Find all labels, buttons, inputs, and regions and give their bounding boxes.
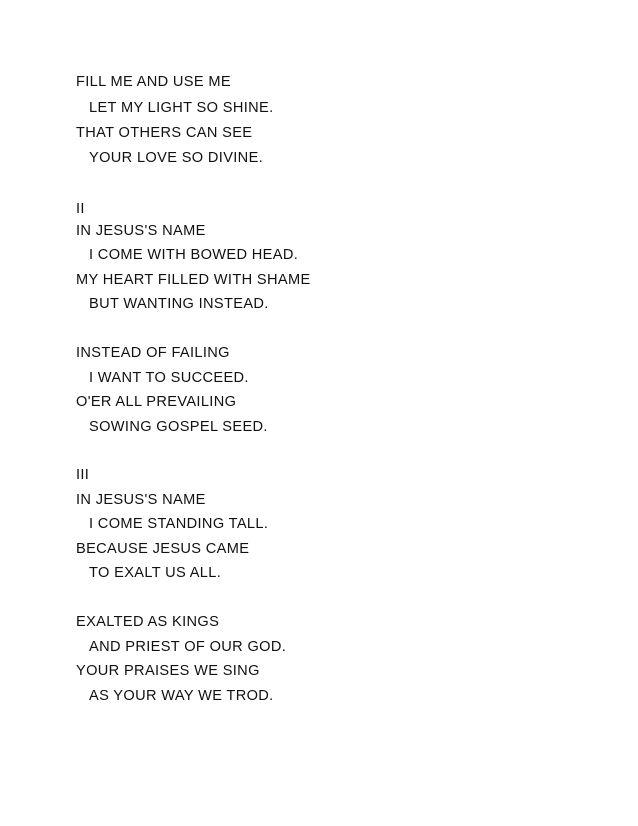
text-line: YOUR LOVE SO DIVINE. (89, 150, 264, 166)
text-line: IN JESUS'S NAME (76, 492, 206, 508)
text-line: TO EXALT US ALL. (89, 565, 222, 581)
text-line: I COME WITH BOWED HEAD. (89, 247, 299, 263)
text-line: THAT OTHERS CAN SEE (76, 125, 253, 141)
text-line: I WANT TO SUCCEED. (89, 370, 249, 386)
text-line: EXALTED AS KINGS (76, 614, 220, 630)
section-numeral: III (76, 467, 90, 483)
text-line: YOUR PRAISES WE SING (76, 663, 260, 679)
text-line: INSTEAD OF FAILING (76, 345, 230, 361)
text-line: LET MY LIGHT SO SHINE. (89, 100, 274, 116)
text-line: BECAUSE JESUS CAME (76, 541, 250, 557)
section-numeral: II (76, 201, 85, 217)
text-line: AS YOUR WAY WE TROD. (89, 688, 274, 704)
text-line: IN JESUS'S NAME (76, 223, 206, 239)
text-line: AND PRIEST OF OUR GOD. (89, 639, 287, 655)
text-line: O'ER ALL PREVAILING (76, 394, 237, 410)
text-line: BUT WANTING INSTEAD. (89, 296, 269, 312)
text-line: MY HEART FILLED WITH SHAME (76, 272, 311, 288)
text-line: I COME STANDING TALL. (89, 516, 269, 532)
text-line: FILL ME AND USE ME (76, 74, 231, 90)
text-line: SOWING GOSPEL SEED. (89, 419, 268, 435)
